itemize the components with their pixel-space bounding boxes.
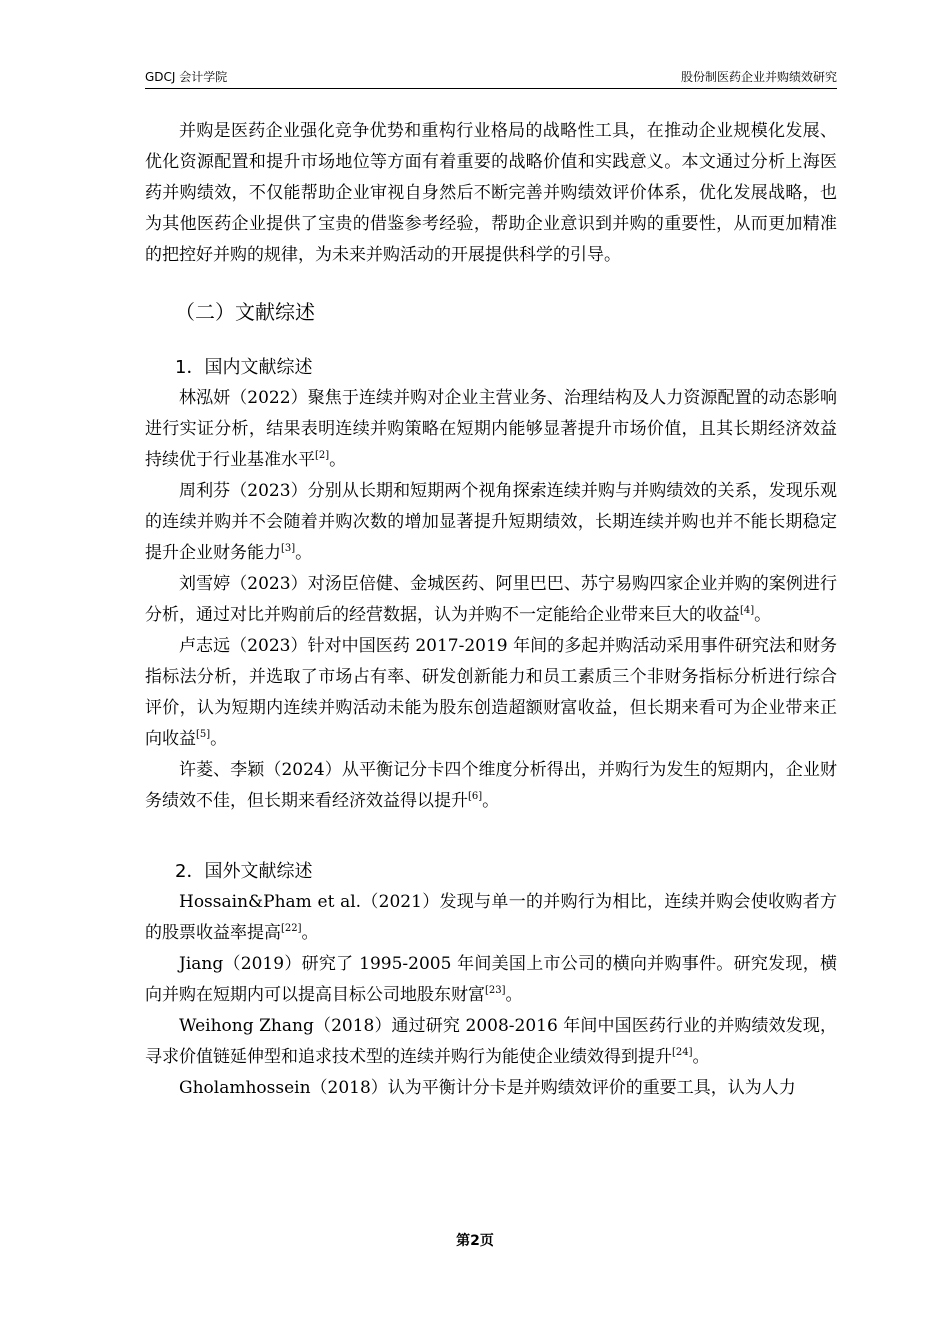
paragraph: 林泓妍（2022）聚焦于连续并购对企业主营业务、治理结构及人力资源配置的动态影响进行实证分析，结果表明连续并购策略在短期内能够显著提升市场价值，且其长期经济效益持续优于行业基准水平[2]。 xyxy=(145,388,837,470)
citation: [2] xyxy=(315,450,330,461)
paragraph: Weihong Zhang（2018）通过研究 2008-2016 年间中国医药行业的并购绩效发现，寻求价值链延伸型和追求技术型的连续并购行为能使企业绩效得到提升[24]。 xyxy=(145,1016,837,1067)
citation: [5] xyxy=(196,729,211,740)
paragraph: Jiang（2019）研究了 1995-2005 年间美国上市公司的横向并购事件。研究发现，横向并购在短期内可以提高目标公司地股东财富[23]。 xyxy=(145,954,837,1005)
citation: [24] xyxy=(672,1047,693,1058)
citation: [22] xyxy=(281,923,302,934)
citation: [4] xyxy=(740,605,755,616)
paragraph: Hossain&Pham et al.（2021）发现与单一的并购行为相比，连续并购会使收购者方的股票收益率提高[22]。 xyxy=(145,892,837,943)
subsection-title-domestic: 1．国内文献综述 xyxy=(175,357,313,378)
paragraph: 周利芬（2023）分别从长期和短期两个视角探索连续并购与并购绩效的关系，发现乐观的连续并购并不会随着并购次数的增加显著提升短期绩效，长期连续并购也并不能长期稳定提升企业财务能力[3]。 xyxy=(145,481,837,563)
subsection-title-foreign: 2．国外文献综述 xyxy=(175,861,313,882)
section-title: （二）文献综述 xyxy=(175,300,315,324)
paragraph: Gholamhossein（2018）认为平衡计分卡是并购绩效评价的重要工具，认为人力 xyxy=(179,1078,796,1098)
document-body xyxy=(145,116,837,1104)
citation: [23] xyxy=(485,985,506,996)
paragraph: 刘雪婷（2023）对汤臣倍健、金城医药、阿里巴巴、苏宁易购四家企业并购的案例进行分析，通过对比并购前后的经营数据，认为并购不一定能给企业带来巨大的收益[4]。 xyxy=(145,574,837,625)
citation: [6] xyxy=(468,791,483,802)
intro-paragraph: 并购是医药企业强化竞争优势和重构行业格局的战略性工具，在推动企业规模化发展、优化资源配置和提升市场地位等方面有着重要的战略价值和实践意义。本文通过分析上海医药并购绩效，不仅能帮助企业审视自身然后不断完善并购绩效评价体系，优化发展战略，也为其他医药企业提供了宝贵的借鉴参考经验，帮助企业意识到并购的重要性，从而更加精准的把控好并购的规律，为未来并购活动的开展提供科学的引导。 xyxy=(145,121,837,265)
paragraph: 许菱、李颖（2024）从平衡记分卡四个维度分析得出，并购行为发生的短期内，企业财务绩效不佳，但长期来看经济效益得以提升[6]。 xyxy=(145,760,837,811)
paragraph: 卢志远（2023）针对中国医药 2017-2019 年间的多起并购活动采用事件研究法和财务指标法分析，并选取了市场占有率、研发创新能力和员工素质三个非财务指标分析进行综合评价，认为短期内连续并购活动未能为股东创造超额财富收益，但长期来看可为企业带来正向收益[5]。 xyxy=(145,636,837,749)
page-number: 第2页 xyxy=(456,1233,494,1249)
citation: [3] xyxy=(281,543,296,554)
header-right: 股份制医药企业并购绩效研究 xyxy=(680,70,837,84)
header-left: GDCJ 会计学院 xyxy=(145,70,228,84)
page-header xyxy=(145,66,837,89)
